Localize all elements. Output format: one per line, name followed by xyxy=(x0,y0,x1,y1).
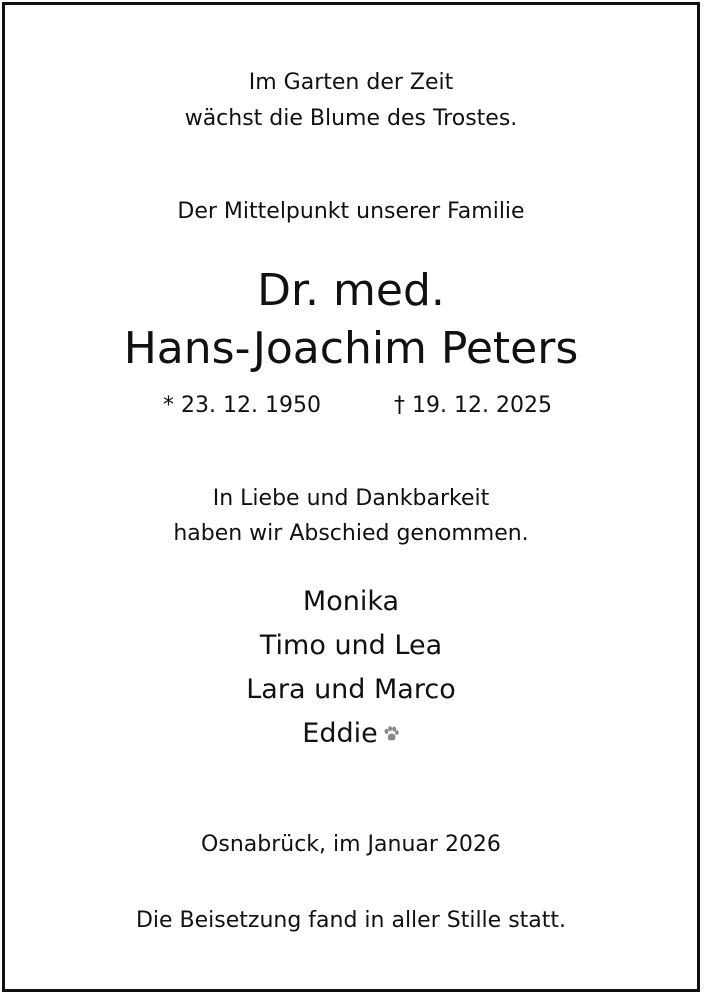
farewell-line-2: haben wir Abschied genommen. xyxy=(173,521,529,546)
place-and-date: Osnabrück, im Januar 2026 xyxy=(201,832,501,857)
mourner-name: Eddie xyxy=(302,718,378,749)
mourner-name: Monika xyxy=(302,586,400,617)
motto-line-2: wächst die Blume des Trostes. xyxy=(184,106,518,131)
deceased-title: Dr. med. xyxy=(257,265,445,316)
death-date: † 19. 12. 2025 xyxy=(394,393,552,418)
deceased-name: Hans-Joachim Peters xyxy=(123,323,579,374)
farewell-line-1: In Liebe und Dankbarkeit xyxy=(212,486,490,511)
birth-date: * 23. 12. 1950 xyxy=(163,393,321,418)
obituary-notice xyxy=(2,2,700,992)
paw-icon xyxy=(382,725,400,743)
motto-line-1: Im Garten der Zeit xyxy=(248,70,454,95)
intro-text: Der Mittelpunkt unserer Familie xyxy=(177,199,525,224)
life-dates xyxy=(5,388,697,424)
closing-note: Die Beisetzung fand in aller Stille statt. xyxy=(135,908,567,933)
mourner-pet-line xyxy=(5,712,697,756)
mourner-name: Timo und Lea xyxy=(259,630,443,661)
mourner-name: Lara und Marco xyxy=(246,674,456,705)
